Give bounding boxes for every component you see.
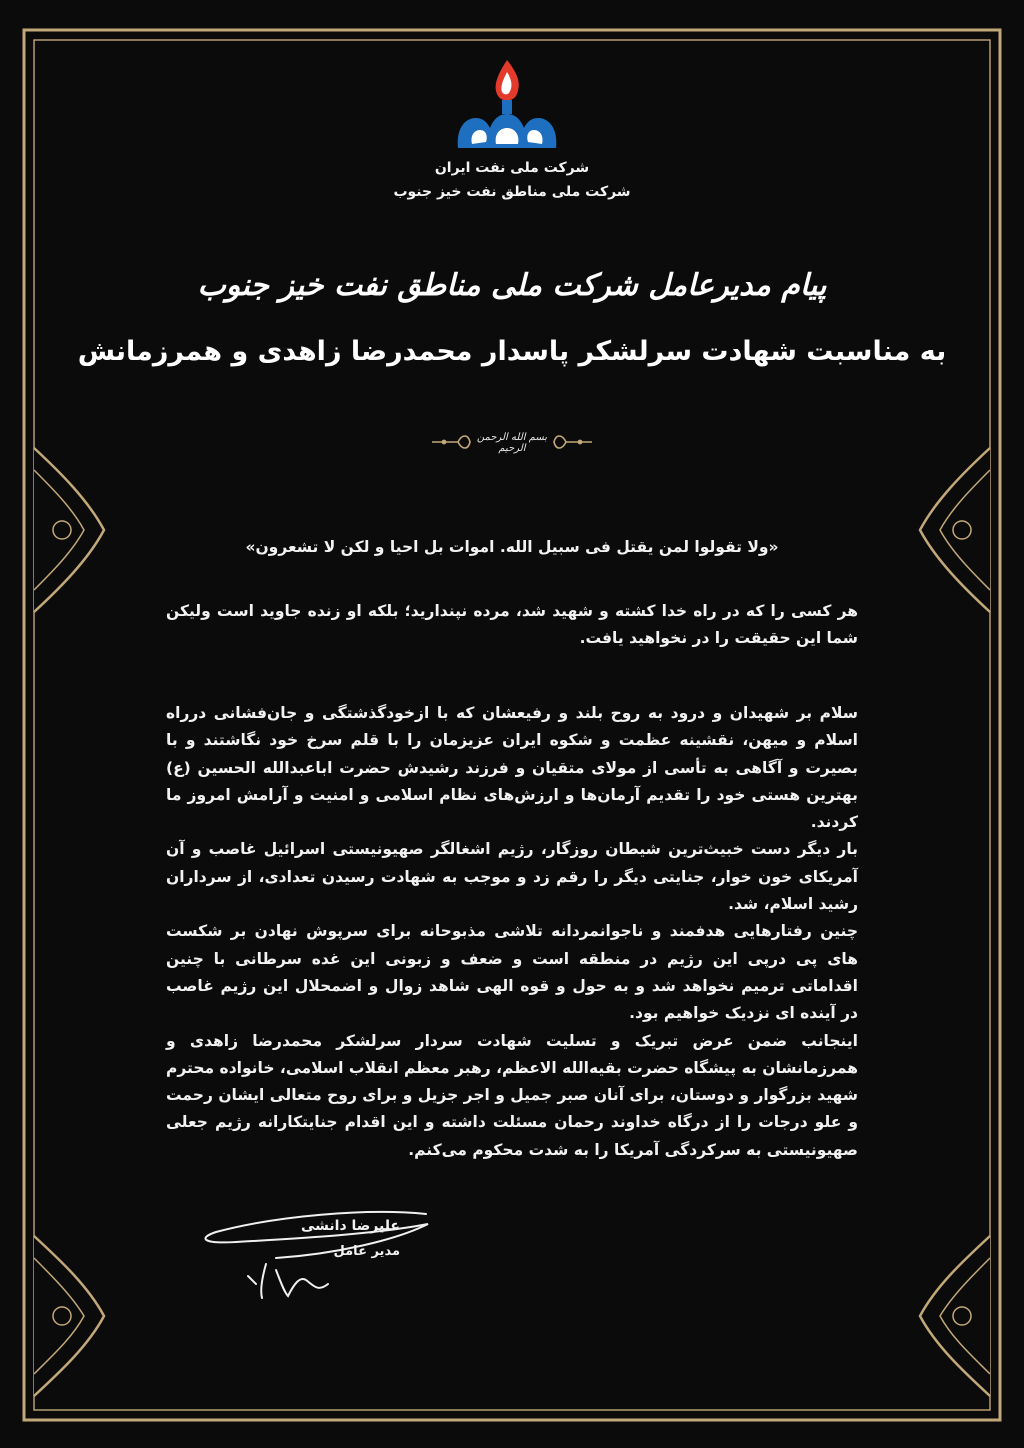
- paragraph-5: اینجانب ضمن عرض تبریک و تسلیت شهادت سردار سرلشکر محمدرضا زاهدی و همرزمانشان به پیشگاه حضرت بقیه‌الله الاعظم، رهبر معظم انقلاب اسلامی، خانواده محترم شهید بزرگوار و دوستان، برای آنان صبر جمیل و اجر جزیل و برای روح متعالی ایشان رحمت و علو درجات را از درگاه خداوند رحمان مسئلت داشته و این اقدام جنایتکارانه رژیم جعلی صهیونیستی به سرکردگی آمریکا را به شدت محکوم می‌کنم.: [166, 1031, 858, 1159]
- frame-ornament-right-bottom: [920, 1236, 990, 1396]
- intro-paragraph: [166, 598, 858, 653]
- company-name-nioc: شرکت ملی نفت ایران: [434, 160, 590, 176]
- paragraph-1: هر کسی را که در راه خدا کشته و شهید شد، مرده نپندارید؛ بلکه او زنده جاوید است ولیکن شما این حقیقت را در نخواهید یافت.: [166, 602, 858, 648]
- bismillah-text: بسم الله الرحمن الرحیم: [476, 432, 548, 454]
- frame-ornament-left-bottom: [34, 1236, 104, 1396]
- page-title: به مناسبت شهادت سرلشکر پاسدار محمدرضا زاهدی و همرزمانش: [77, 336, 947, 367]
- frame-ornament-left-top: [34, 448, 104, 612]
- frame-ornament-right-top: [920, 448, 990, 612]
- signatory-role: مدیر عامل: [333, 1244, 400, 1259]
- paragraph-3: بار دیگر دست خبیث‌ترین شیطان روزگار، رژیم اشغالگر صهیونیستی اسرائیل غاصب و آن آمریکای خون خوار، جنایتی دیگر را رقم زد و موجب به شهادت رسیدن تعدادی، از سرداران رشید اسلام، شد.: [166, 840, 858, 914]
- nioc-flame-logo-icon: [452, 56, 562, 156]
- paragraph-4: چنین رفتارهایی هدفمند و ناجوانمردانه تلاشی مذبوحانه برای سرپوش نهادن بر شکست های پی درپی این رژیم در منطقه است و ضعف و زبونی این غده سرطانی با چنین اقداماتی ترمیم نخواهد شد و به حول و قوه الهی شاهد زوال و اضمحلال این رژیم غاصب در آینده ای نزدیک خواهیم بود.: [166, 922, 858, 1023]
- signatory-name: علیرضا دانشی: [300, 1218, 400, 1234]
- message-script-title: پیام مدیرعامل شرکت ملی مناطق نفت خیز جنوب: [197, 268, 827, 303]
- quran-verse: «ولا تقولوا لمن یقتل فی سبیل الله. اموات بل احیا و لکن لا تشعرون»: [245, 538, 779, 556]
- message-body: [166, 700, 858, 1164]
- company-name-nisoc: شرکت ملی مناطق نفت خیز جنوب: [393, 184, 631, 200]
- paragraph-2: سلام بر شهیدان و درود به روح بلند و رفیعشان که با ازخودگذشتگی و جان‌فشانی درراه اسلام و میهن، نقشینه عظمت و شکوه ایران عزیزمان را با قلم سرخ خود نگاشتند و با بصیرت و آگاهی به تأسی از مولای متقیان و فرزند رشیدش حضرت اباعبدالله الحسین (ع) بهترین هستی خود را تقدیم آرمان‌ها و ارزش‌های نظام اسلامی و امنیت و آرامش امروز ما کردند.: [166, 704, 858, 832]
